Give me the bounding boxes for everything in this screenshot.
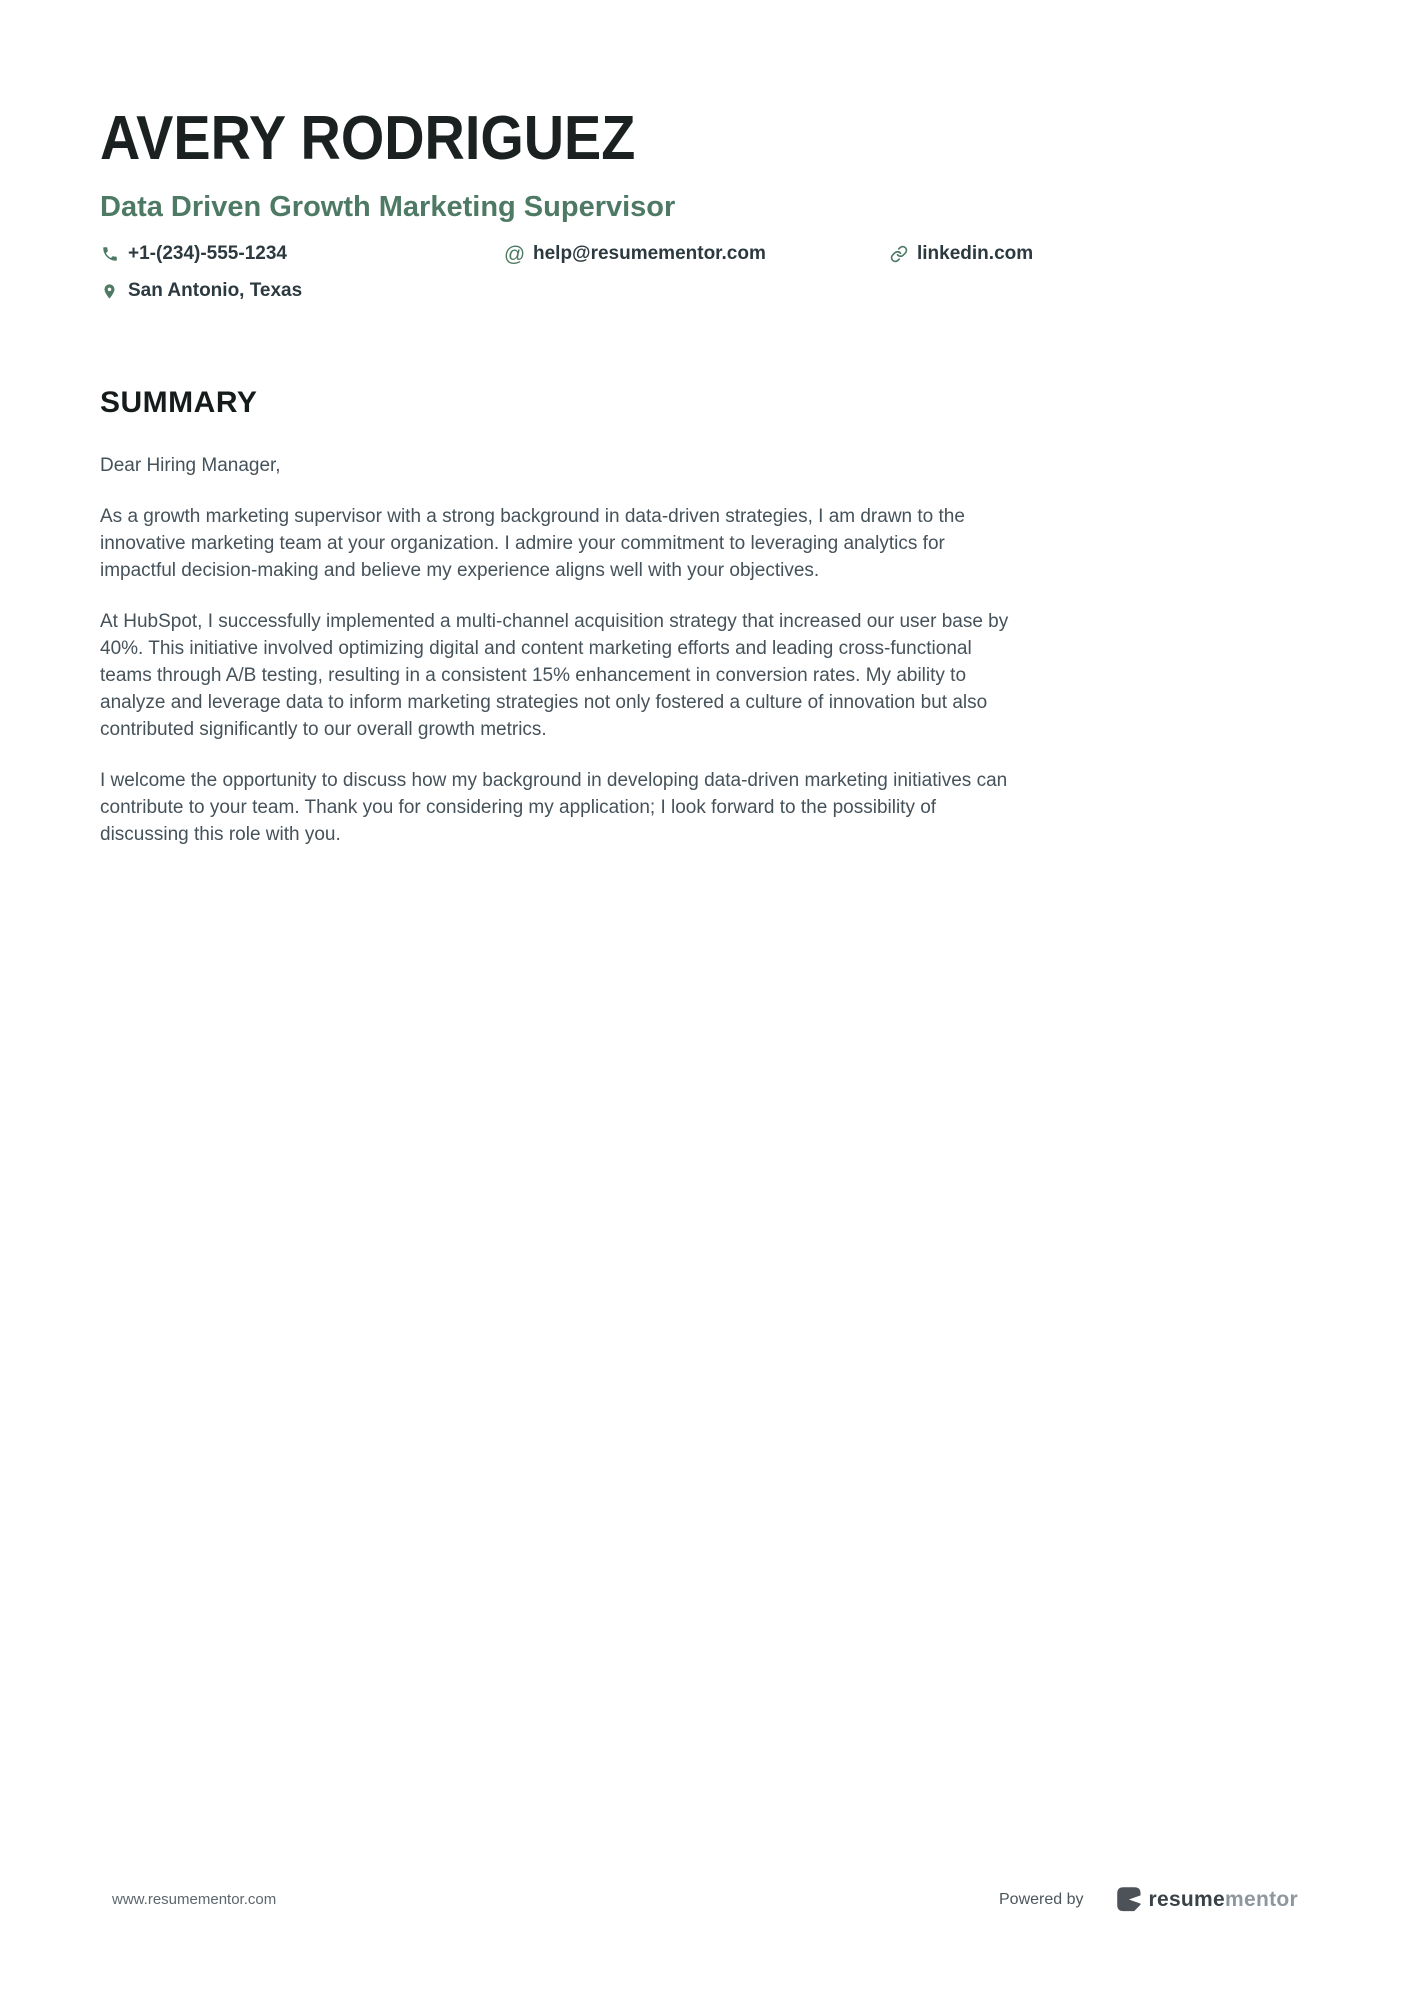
header [100,104,1310,303]
contact-linkedin[interactable] [889,242,1310,266]
salutation: Dear Hiring Manager, [100,455,281,476]
location-pin-icon [100,282,119,301]
contact-email[interactable] [505,242,889,266]
resumementor-logo[interactable] [1116,1886,1299,1913]
contact-phone [100,242,505,266]
contact-location [100,279,505,303]
summary-paragraph-2: At HubSpot, I successfully implemented a multi-channel acquisition strategy that increased our user base by 40%. This initiative involved optimizing digital and content marketing efforts and leading cross-functional teams through A/B testing, resulting in a consistent 15% enhancement in conversion rates. My ability to analyze and leverage data to inform marketing strategies not only fostered a culture of innovation but also contributed significantly to our overall growth metrics. [100,611,1009,740]
phone-number: +1-(234)-555-1234 [128,243,287,264]
contact-info [100,242,1310,303]
powered-by [999,1886,1298,1913]
powered-by-label: Powered by [999,1890,1084,1908]
job-title: Data Driven Growth Marketing Supervisor [100,191,676,223]
location-text: San Antonio, Texas [128,280,303,301]
email-address: help@resumementor.com [533,243,766,264]
link-icon [889,245,908,264]
footer [112,1886,1298,1913]
linkedin-url: linkedin.com [917,243,1034,264]
summary-paragraph-1: As a growth marketing supervisor with a strong background in data-driven strategies, I am drawn to the innovative marketing team at your organization. I admire your commitment to leveraging analytics for impactful decision-making and believe my experience aligns well with your objectives. [100,506,965,581]
resumementor-logo-icon [1116,1886,1143,1913]
logo-text-light: mentor [1225,1887,1298,1911]
candidate-name: AVERY RODRIGUEZ [100,104,636,173]
summary-heading: SUMMARY [100,386,258,419]
resumementor-logo-text [1149,1888,1299,1912]
footer-website-link[interactable]: www.resumementor.com [112,1891,277,1908]
logo-text-bold: resume [1148,1887,1226,1911]
at-icon: @ [503,242,526,266]
phone-icon [100,245,119,264]
summary-section [100,385,1310,848]
summary-paragraph-3: I welcome the opportunity to discuss how my background in developing data-driven marketing initiatives can contribute to your team. Thank you for considering my application; I look forward to the possibility of discussing this role with you. [100,770,1008,845]
